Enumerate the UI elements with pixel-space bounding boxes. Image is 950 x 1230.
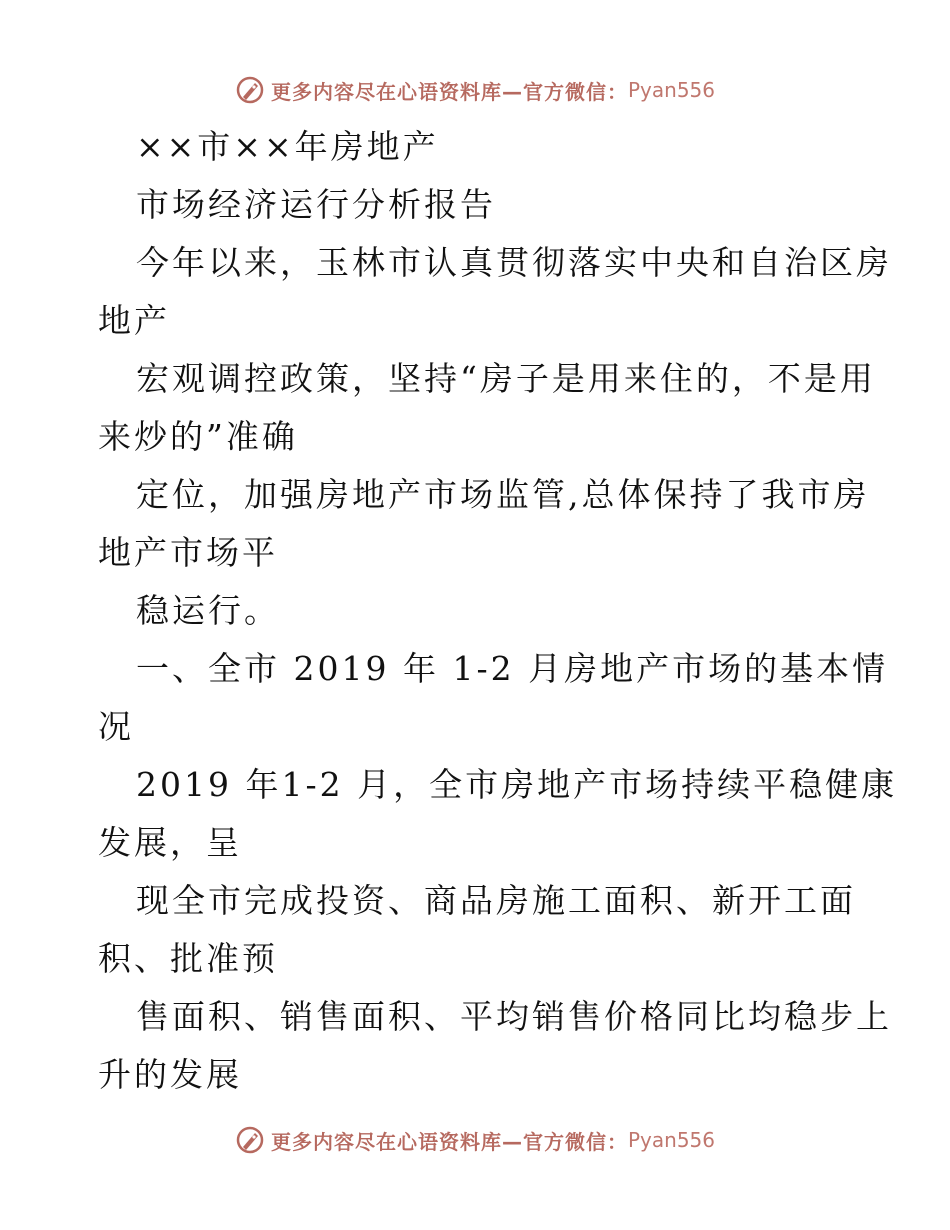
watermark-text: 更多内容尽在心语资料库—官方微信： [270, 79, 628, 104]
text-line: 现全市完成投资、商品房施工面积、新开工面 [136, 881, 856, 920]
watermark-wechat-id: Pyan556 [627, 78, 715, 102]
text-line: 宏观调控政策，坚持“房子是用来住的，不是用 [136, 359, 876, 398]
text-line: 稳运行。 [136, 591, 280, 630]
pen-nib-logo-icon [235, 1125, 265, 1155]
pen-nib-logo-icon [235, 75, 265, 105]
text-line: 今年以来，玉林市认真贯彻落实中央和自治区房 [136, 243, 892, 282]
text-line: 地产市场平 [98, 533, 278, 572]
text-line: 地产 [98, 301, 170, 340]
footer-watermark [0, 1120, 950, 1160]
document-body [98, 118, 898, 1104]
header-watermark [0, 70, 950, 110]
text-line: ××市××年房地产 [136, 127, 439, 166]
text-line: 市场经济运行分析报告 [136, 185, 496, 224]
text-line: 2019 年1-2 月，全市房地产市场持续平稳健康 [136, 765, 898, 804]
text-line: 售面积、销售面积、平均销售价格同比均稳步上 [136, 997, 892, 1036]
watermark-wechat-id: Pyan556 [627, 1128, 715, 1152]
text-line: 况 [98, 707, 134, 746]
text-line: 积、批准预 [98, 939, 278, 978]
text-line: 定位，加强房地产市场监管,总体保持了我市房 [136, 475, 870, 514]
text-line: 一、全市 2019 年 1-2 月房地产市场的基本情 [136, 649, 889, 688]
text-line: 发展，呈 [98, 823, 242, 862]
watermark-text: 更多内容尽在心语资料库—官方微信： [270, 1129, 628, 1154]
text-line: 升的发展 [98, 1055, 242, 1094]
text-line: 来炒的”准确 [98, 417, 298, 456]
